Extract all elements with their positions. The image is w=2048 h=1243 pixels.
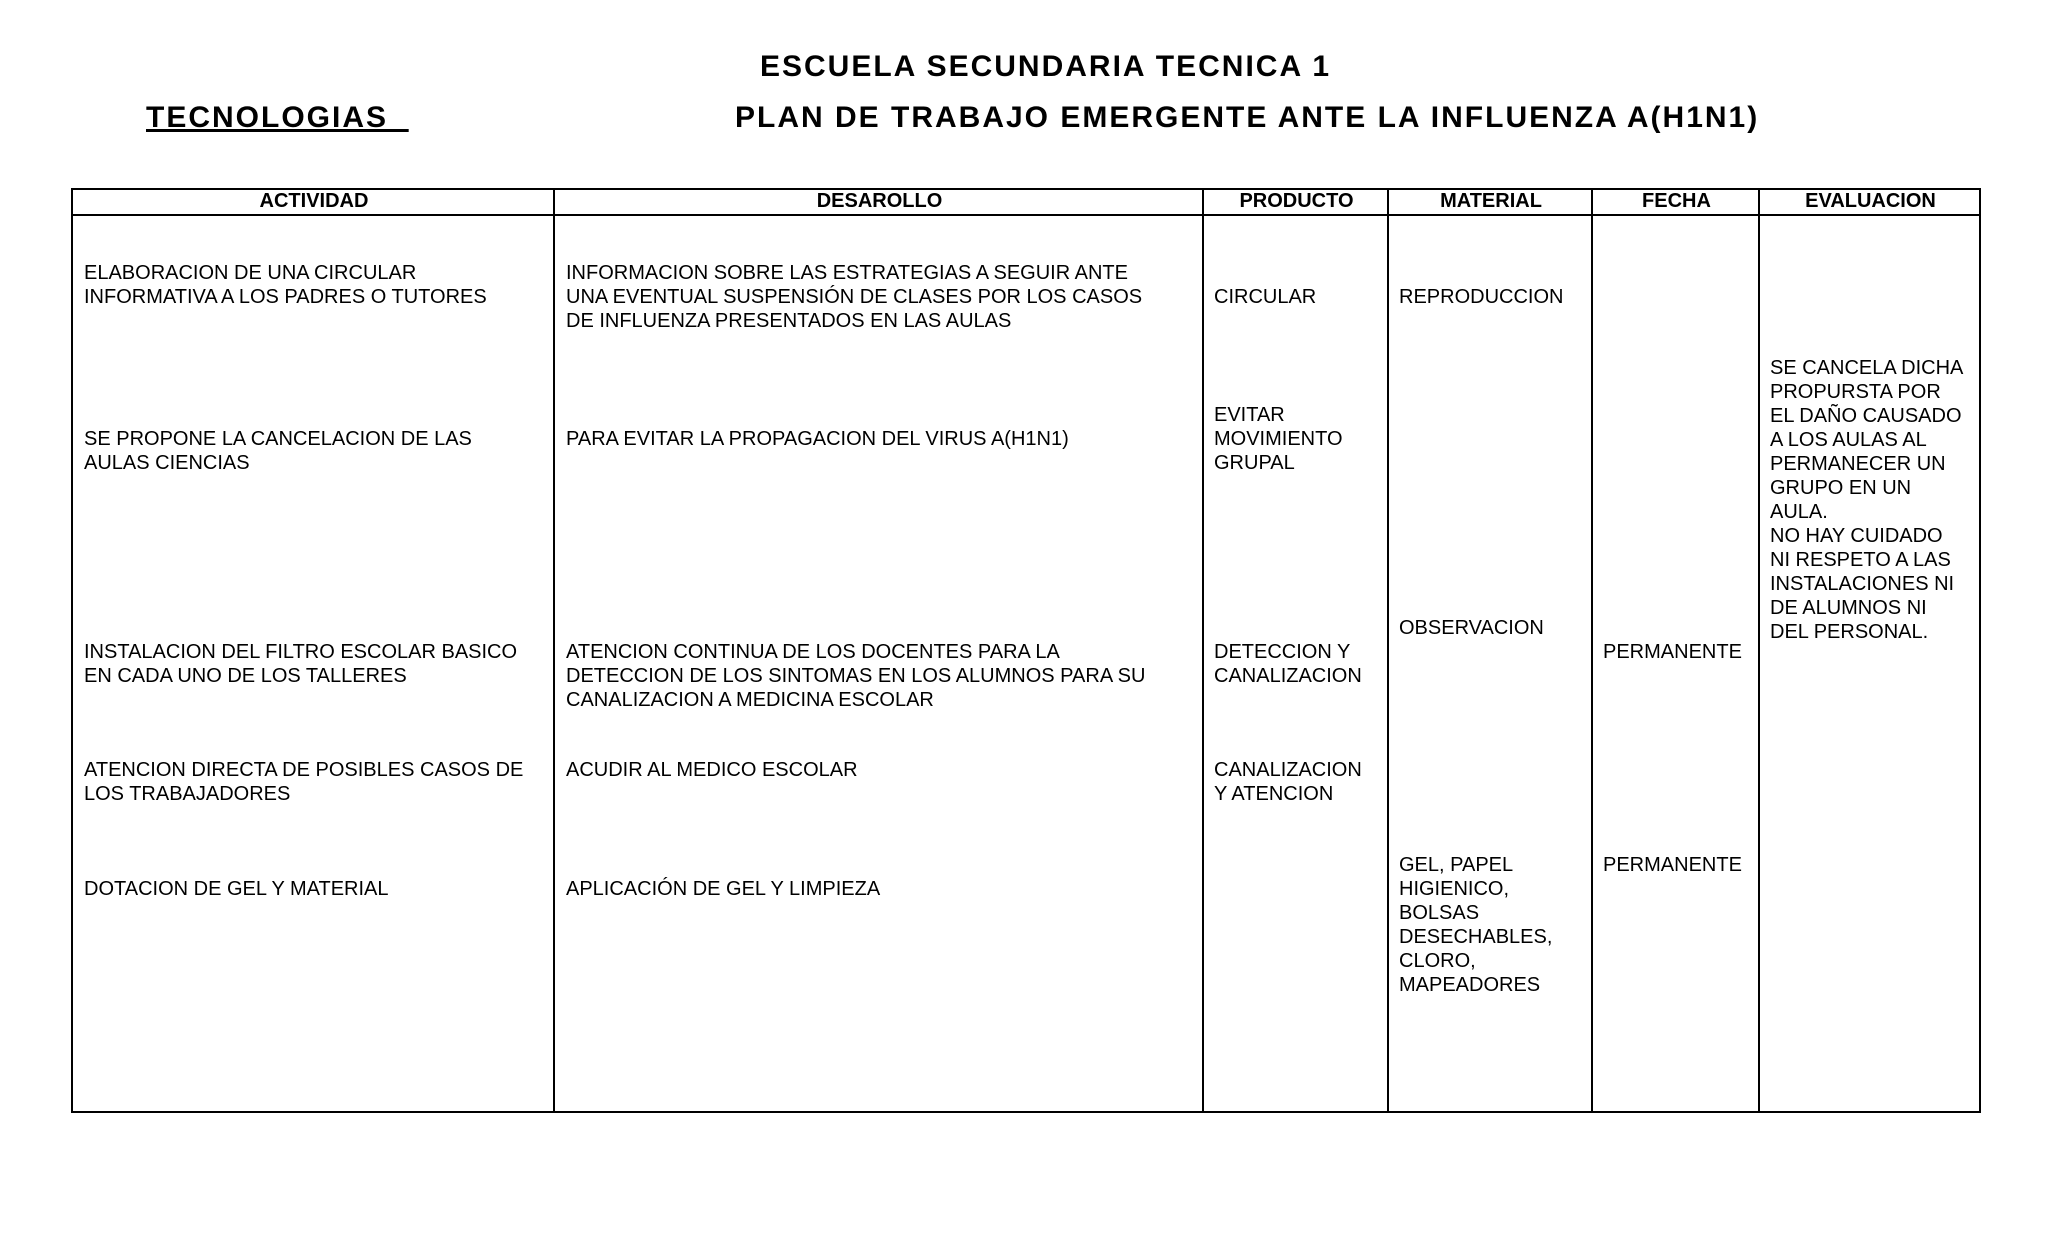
row-1-desarollo: INFORMACION SOBRE LAS ESTRATEGIAS A SEGUIR ANTE UNA EVENTUAL SUSPENSIÓN DE CLASES POR LOS CASOS DE INFLUENZA PRESENTADOS EN LAS AULAS bbox=[566, 262, 1143, 332]
row-3-producto: DETECCION Y CANALIZACION bbox=[1214, 641, 1362, 687]
header-desarollo: DESAROLLO bbox=[816, 190, 943, 212]
column-divider bbox=[1758, 190, 1760, 1111]
row-4-producto: CANALIZACION Y ATENCION bbox=[1214, 759, 1362, 805]
row-4-desarollo: ACUDIR AL MEDICO ESCOLAR bbox=[566, 759, 858, 781]
row-3-desarollo: ATENCION CONTINUA DE LOS DOCENTES PARA LA DETECCION DE LOS SINTOMAS EN LOS ALUMNOS PARA SU CANALIZACION A MEDICINA ESCOLAR bbox=[566, 641, 1146, 711]
row-3-fecha: PERMANENTE bbox=[1603, 641, 1742, 663]
column-divider bbox=[1202, 190, 1204, 1111]
row-5-fecha: PERMANENTE bbox=[1603, 854, 1742, 876]
row-1-material: REPRODUCCION bbox=[1399, 286, 1564, 308]
header-material: MATERIAL bbox=[1440, 190, 1542, 212]
work-plan-table bbox=[71, 188, 1981, 1113]
row-4-actividad: ATENCION DIRECTA DE POSIBLES CASOS DE LOS TRABAJADORES bbox=[84, 759, 524, 805]
department-title: TECNOLOGIAS bbox=[146, 101, 409, 134]
row-5-material: GEL, PAPEL HIGIENICO, BOLSAS DESECHABLES, CLORO, MAPEADORES bbox=[1399, 854, 1553, 996]
evaluacion-note: SE CANCELA DICHA PROPURSTA POR EL DAÑO CAUSADO A LOS AULAS AL PERMANECER UN GRUPO EN UN AULA. NO HAY CUIDADO NI RESPETO A LAS INSTALACIONES NI DE ALUMNOS NI DEL PERSONAL. bbox=[1770, 357, 1964, 643]
row-2-desarollo: PARA EVITAR LA PROPAGACION DEL VIRUS A(H1N1) bbox=[566, 428, 1069, 450]
header-evaluacion: EVALUACION bbox=[1805, 190, 1936, 212]
row-1-producto: CIRCULAR bbox=[1214, 286, 1317, 308]
column-divider bbox=[553, 190, 555, 1111]
header-actividad: ACTIVIDAD bbox=[259, 190, 369, 212]
table-header-row bbox=[73, 190, 1979, 216]
column-divider bbox=[1591, 190, 1593, 1111]
plan-title: PLAN DE TRABAJO EMERGENTE ANTE LA INFLUENZA A(H1N1) bbox=[735, 101, 1760, 134]
row-2-actividad: SE PROPONE LA CANCELACION DE LAS AULAS CIENCIAS bbox=[84, 428, 472, 474]
row-5-desarollo: APLICACIÓN DE GEL Y LIMPIEZA bbox=[566, 878, 881, 900]
header-producto: PRODUCTO bbox=[1239, 190, 1354, 212]
column-divider bbox=[1387, 190, 1389, 1111]
row-3-actividad: INSTALACION DEL FILTRO ESCOLAR BASICO EN CADA UNO DE LOS TALLERES bbox=[84, 641, 518, 687]
header-fecha: FECHA bbox=[1642, 190, 1711, 212]
row-1-actividad: ELABORACION DE UNA CIRCULAR INFORMATIVA A LOS PADRES O TUTORES bbox=[84, 262, 487, 308]
school-name: ESCUELA SECUNDARIA TECNICA 1 bbox=[760, 50, 1332, 83]
row-2-producto: EVITAR MOVIMIENTO GRUPAL bbox=[1214, 404, 1343, 474]
row-3-material: OBSERVACION bbox=[1399, 617, 1544, 639]
row-5-actividad: DOTACION DE GEL Y MATERIAL bbox=[84, 878, 389, 900]
